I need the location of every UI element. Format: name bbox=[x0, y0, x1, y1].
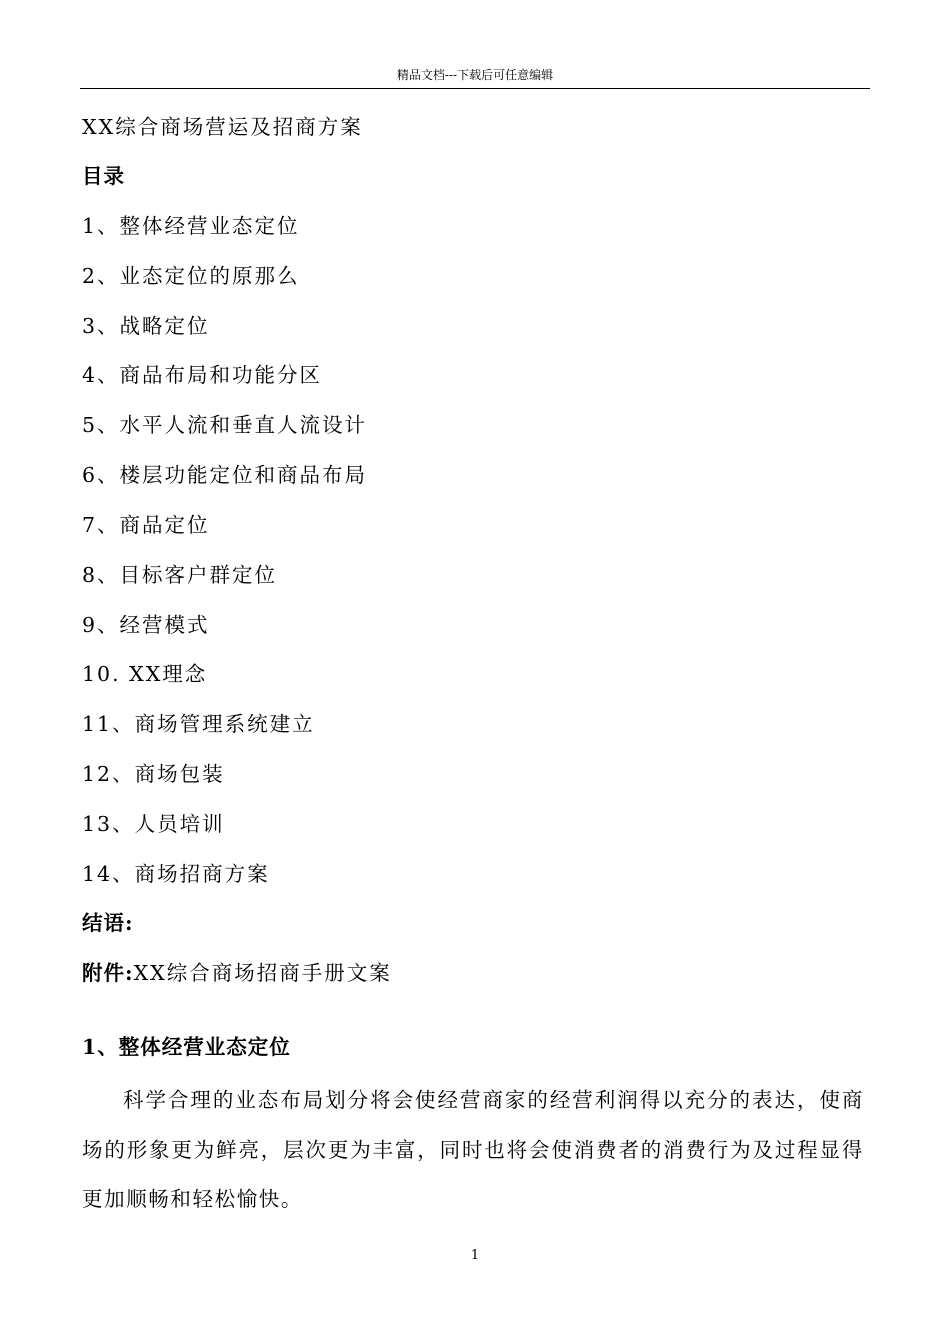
toc-item: 6、楼层功能定位和商品布局 bbox=[82, 463, 368, 487]
toc-item: 5、水平人流和垂直人流设计 bbox=[82, 413, 368, 437]
conclusion-heading: 结语: bbox=[82, 911, 134, 935]
page-header: 精品文档---下载后可任意编辑 bbox=[396, 68, 554, 82]
toc-item: 8、目标客户群定位 bbox=[82, 563, 278, 587]
appendix-text: XX综合商场招商手册文案 bbox=[133, 961, 392, 985]
toc-item: 10. XX理念 bbox=[82, 662, 208, 686]
toc-item: 14、商场招商方案 bbox=[82, 862, 270, 886]
section-paragraph: 科学合理的业态布局划分将会使经营商家的经营利润得以充分的表达，使商场的形象更为鲜亮，层次更为丰富，同时也将会使消费者的消费行为及过程显得更加顺畅和轻松愉快。 bbox=[82, 1088, 864, 1211]
toc-item: 1、整体经营业态定位 bbox=[82, 214, 300, 238]
toc-heading: 目录 bbox=[82, 164, 125, 188]
appendix-label: 附件: bbox=[82, 961, 134, 985]
document-title: XX综合商场营运及招商方案 bbox=[82, 115, 363, 139]
toc-item: 9、经营模式 bbox=[82, 613, 210, 637]
toc-item: 12、商场包装 bbox=[82, 762, 225, 786]
page-number: 1 bbox=[470, 1248, 480, 1263]
toc-item: 13、人员培训 bbox=[82, 812, 225, 836]
toc-item: 4、商品布局和功能分区 bbox=[82, 363, 323, 387]
appendix-line bbox=[82, 956, 392, 986]
toc-item: 7、商品定位 bbox=[82, 513, 210, 537]
toc-item: 11、商场管理系统建立 bbox=[82, 712, 315, 736]
toc-item: 3、战略定位 bbox=[82, 314, 210, 338]
section-heading: 1、整体经营业态定位 bbox=[82, 1035, 291, 1059]
toc-item: 2、业态定位的原那么 bbox=[82, 264, 300, 288]
header-divider bbox=[80, 88, 870, 89]
